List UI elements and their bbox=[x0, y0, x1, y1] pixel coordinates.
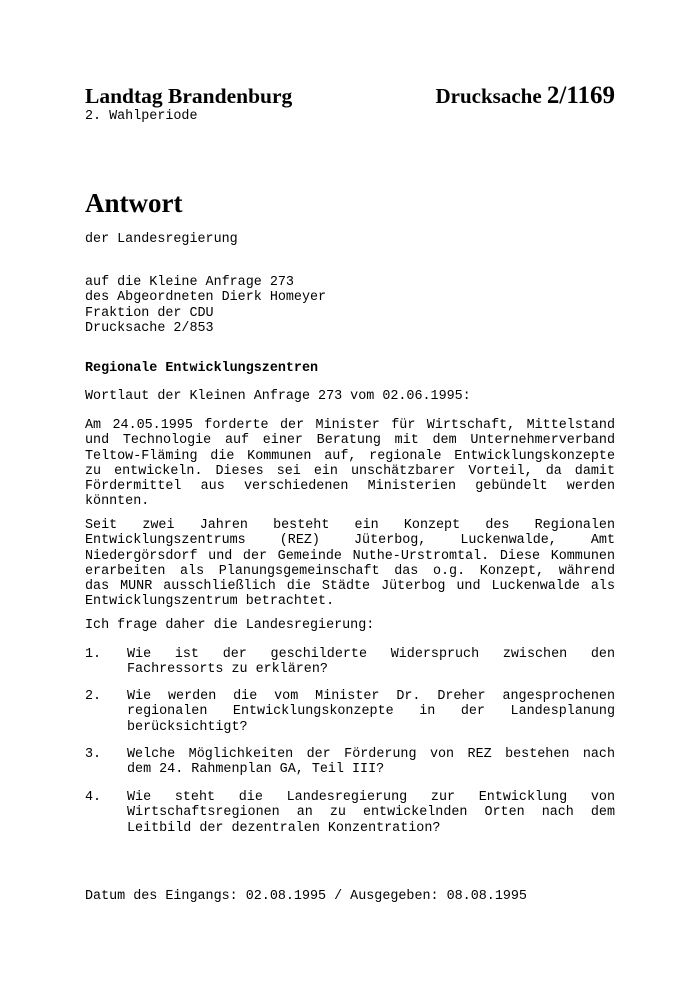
paragraph-1 bbox=[85, 418, 615, 510]
question-number: 2. bbox=[85, 689, 102, 704]
question-number: 4. bbox=[85, 790, 102, 805]
reference-block bbox=[85, 275, 615, 336]
question-text bbox=[127, 747, 615, 778]
subtitle: der Landesregierung bbox=[85, 232, 238, 247]
paragraph-line: zu entwickeln. Dieses sei ein unschätzbarer Vorteil, da damit bbox=[85, 463, 615, 479]
question-line: dem 24. Rahmenplan GA, Teil III? bbox=[127, 762, 385, 778]
paragraph-line: Entwicklungszentrum betrachtet. bbox=[85, 594, 335, 610]
document-page bbox=[85, 0, 615, 990]
drucksache-number: 2/1169 bbox=[546, 82, 615, 109]
drucksache-heading bbox=[436, 82, 616, 110]
wortlaut-line: Wortlaut der Kleinen Anfrage 273 vom 02.06.1995: bbox=[85, 389, 471, 404]
paragraph-line: Seit zwei Jahren besteht ein Konzept des Regionalen bbox=[85, 518, 615, 533]
paragraph-line: Fördermittel aus verschiedenen Ministerien gebündelt werden bbox=[85, 479, 615, 495]
paragraph-line: erarbeiten als Planungsgemeinschaft das o.g. Konzept, während bbox=[85, 563, 615, 579]
question-line: Wie steht die Landesregierung zur Entwicklung von bbox=[127, 790, 615, 805]
paragraph-line: Niedergörsdorf und der Gemeinde Nuthe-Urstromtal. Diese Kommunen bbox=[85, 548, 615, 564]
question-line: Wirtschaftsregionen an zu entwickelnden Orten nach dem bbox=[127, 805, 615, 821]
question-line: Fachressorts zu erklären? bbox=[127, 662, 328, 678]
question-line: regionalen Entwicklungskonzepte in der Landesplanung bbox=[127, 704, 615, 720]
reference-line: des Abgeordneten Dierk Homeyer bbox=[85, 290, 327, 306]
paragraph-line: könnten. bbox=[85, 494, 150, 510]
legislative-period: 2. Wahlperiode bbox=[85, 109, 198, 124]
question-number: 1. bbox=[85, 647, 102, 662]
paragraph-line: und Technologie auf einer Beratung mit dem Unternehmerverband bbox=[85, 433, 615, 449]
paragraph-line: Teltow-Fläming die Kommunen auf, regionale Entwicklungskonzepte bbox=[85, 448, 615, 464]
drucksache-label: Drucksache bbox=[435, 84, 542, 108]
question-line: berücksichtigt? bbox=[127, 719, 248, 735]
paragraph-2 bbox=[85, 518, 615, 610]
question-number: 3. bbox=[85, 747, 102, 762]
parliament-name: Landtag Brandenburg bbox=[85, 84, 293, 108]
reference-line: Drucksache 2/853 bbox=[85, 320, 214, 336]
question-line: Wie werden die vom Minister Dr. Dreher angesprochenen bbox=[127, 689, 615, 704]
question-text bbox=[127, 790, 615, 836]
reference-line: auf die Kleine Anfrage 273 bbox=[85, 275, 294, 290]
paragraph-line: Entwicklungszentrums (REZ) Jüterbog, Luckenwalde, Amt bbox=[85, 533, 615, 549]
question-line: Welche Möglichkeiten der Förderung von REZ bestehen nach bbox=[127, 747, 615, 762]
question-line: Wie ist der geschilderte Widerspruch zwischen den bbox=[127, 647, 615, 662]
document-title: Antwort bbox=[85, 188, 183, 218]
question-text bbox=[127, 647, 615, 678]
topic-heading: Regionale Entwicklungszentren bbox=[85, 361, 319, 376]
footer-dates: Datum des Eingangs: 02.08.1995 / Ausgegeben: 08.08.1995 bbox=[85, 889, 527, 904]
question-intro: Ich frage daher die Landesregierung: bbox=[85, 618, 375, 633]
paragraph-line: Am 24.05.1995 forderte der Minister für Wirtschaft, Mittelstand bbox=[85, 418, 615, 433]
question-text bbox=[127, 689, 615, 735]
question-line: Leitbild der dezentralen Konzentration? bbox=[127, 820, 441, 836]
paragraph-line: das MUNR ausschließlich die Städte Jüterbog und Luckenwalde als bbox=[85, 579, 615, 595]
reference-line: Fraktion der CDU bbox=[85, 305, 214, 321]
